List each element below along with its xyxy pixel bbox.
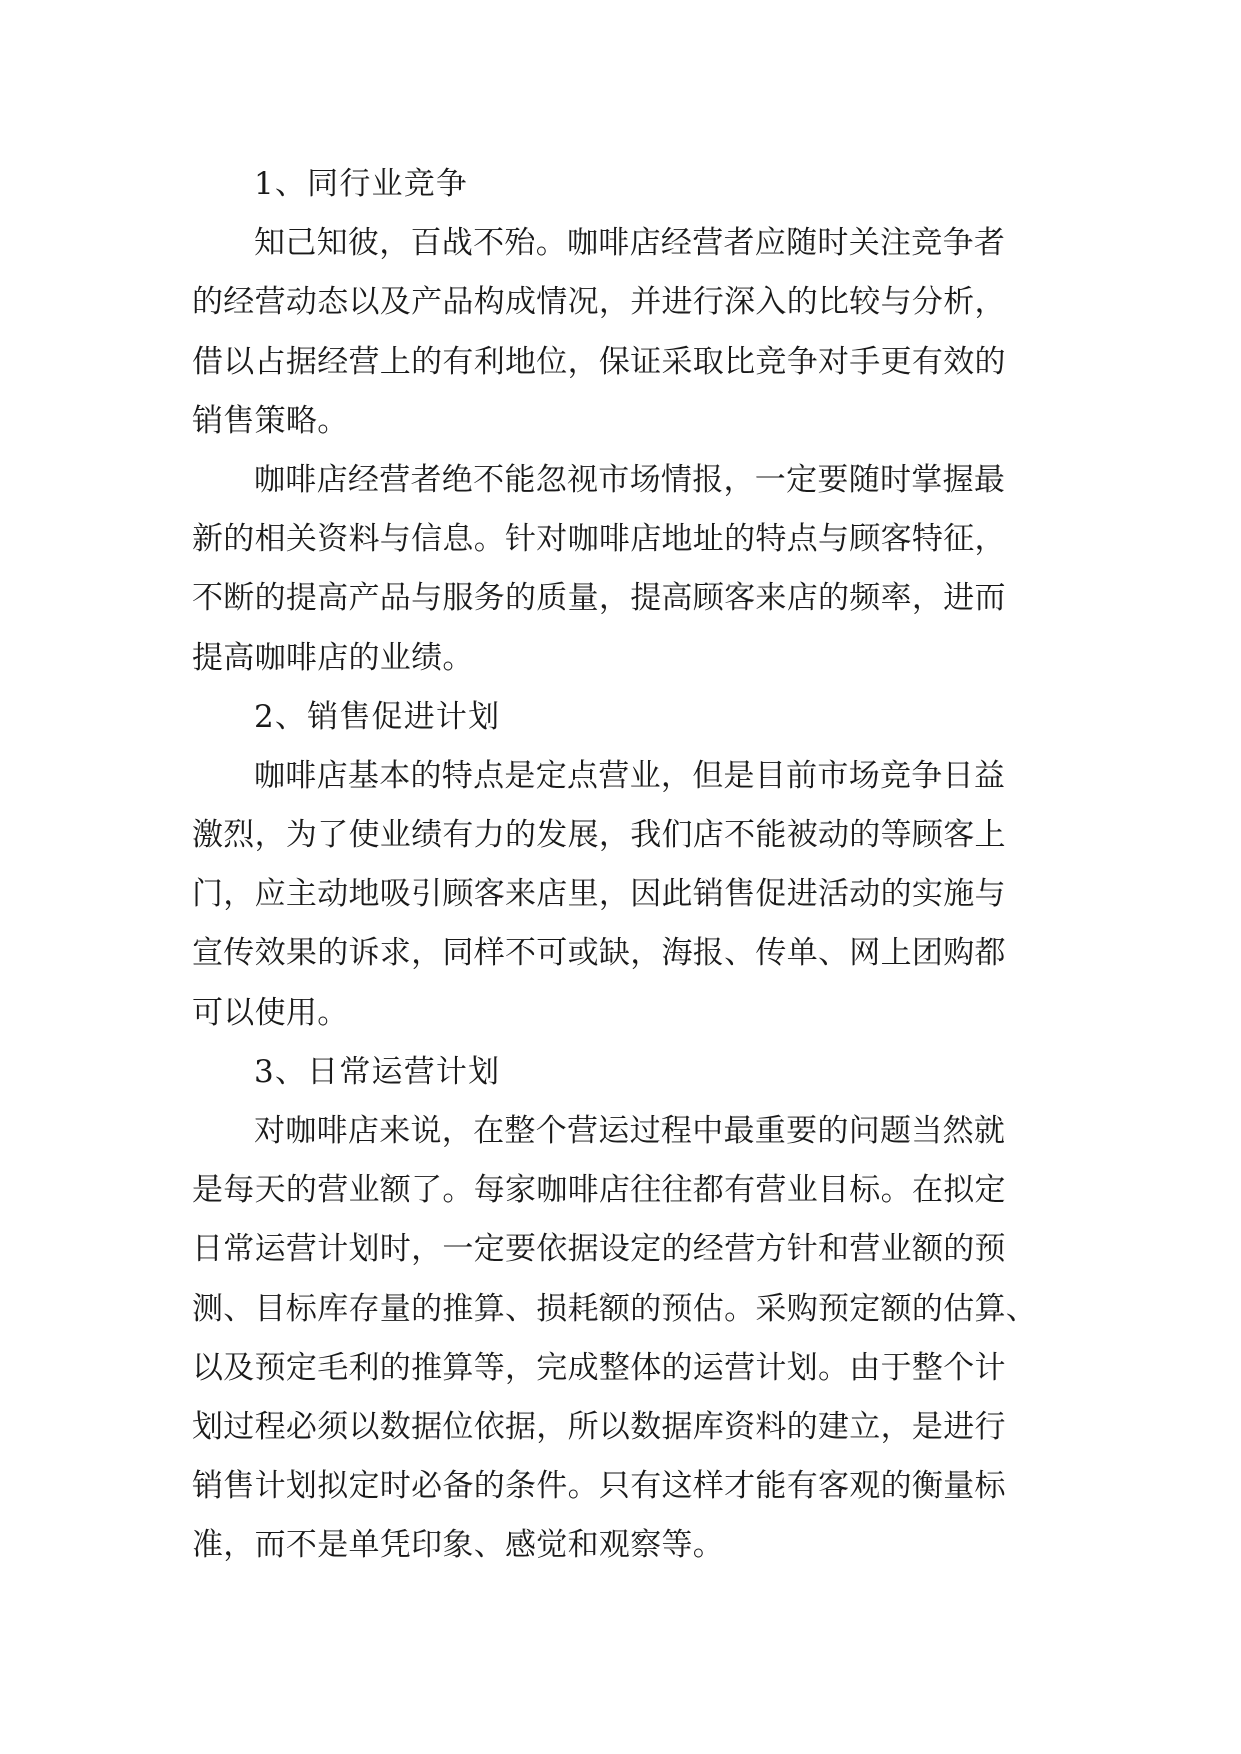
paragraph-line: 知己知彼，百战不殆。咖啡店经营者应随时关注竞争者 bbox=[254, 225, 1006, 262]
paragraph-line: 划过程必须以数据位依据，所以数据库资料的建立，是进行 bbox=[192, 1408, 1006, 1445]
paragraph-line: 日常运营计划时，一定要依据设定的经营方针和营业额的预 bbox=[192, 1231, 1006, 1268]
paragraph-line: 提高咖啡店的业绩。 bbox=[192, 639, 474, 676]
paragraph-line: 咖啡店基本的特点是定点营业，但是目前市场竞争日益 bbox=[254, 757, 1006, 794]
paragraph-line: 借以占据经营上的有利地位，保证采取比竞争对手更有效的 bbox=[192, 343, 1006, 380]
paragraph-line: 宣传效果的诉求，同样不可或缺，海报、传单、网上团购都 bbox=[192, 935, 1006, 972]
paragraph-line: 咖啡店经营者绝不能忽视市场情报，一定要随时掌握最 bbox=[254, 461, 1006, 498]
section-heading-2: 2、销售促进计划 bbox=[254, 698, 501, 735]
paragraph bbox=[192, 1102, 1072, 1576]
section-heading-1: 1、同行业竞争 bbox=[254, 166, 469, 202]
paragraph bbox=[192, 214, 1072, 451]
paragraph-line: 门，应主动地吸引顾客来店里，因此销售促进活动的实施与 bbox=[192, 876, 1006, 913]
paragraph-line: 可以使用。 bbox=[192, 994, 349, 1031]
paragraph-line: 销售策略。 bbox=[192, 402, 349, 439]
paragraph bbox=[192, 747, 1072, 1043]
paragraph-line: 激烈，为了使业绩有力的发展，我们店不能被动的等顾客上 bbox=[192, 817, 1006, 854]
paragraph-line: 不断的提高产品与服务的质量，提高顾客来店的频率，进而 bbox=[192, 580, 1006, 617]
paragraph-line: 以及预定毛利的推算等，完成整体的运营计划。由于整个计 bbox=[192, 1349, 1006, 1386]
paragraph-line: 是每天的营业额了。每家咖啡店往往都有营业目标。在拟定 bbox=[192, 1172, 1006, 1209]
section-heading-3: 3、日常运营计划 bbox=[254, 1053, 501, 1090]
document-body bbox=[192, 155, 1072, 1576]
paragraph-line: 销售计划拟定时必备的条件。只有这样才能有客观的衡量标 bbox=[192, 1468, 1006, 1505]
paragraph-line: 准，而不是单凭印象、感觉和观察等。 bbox=[192, 1527, 725, 1564]
paragraph-line: 新的相关资料与信息。针对咖啡店地址的特点与顾客特征， bbox=[192, 521, 1006, 558]
paragraph-line: 测、目标库存量的推算、损耗额的预估。采购预定额的估算、 bbox=[192, 1290, 1038, 1327]
paragraph-line: 对咖啡店来说，在整个营运过程中最重要的问题当然就 bbox=[254, 1113, 1006, 1149]
paragraph bbox=[192, 451, 1072, 688]
paragraph-line: 的经营动态以及产品构成情况，并进行深入的比较与分析， bbox=[192, 284, 1006, 321]
